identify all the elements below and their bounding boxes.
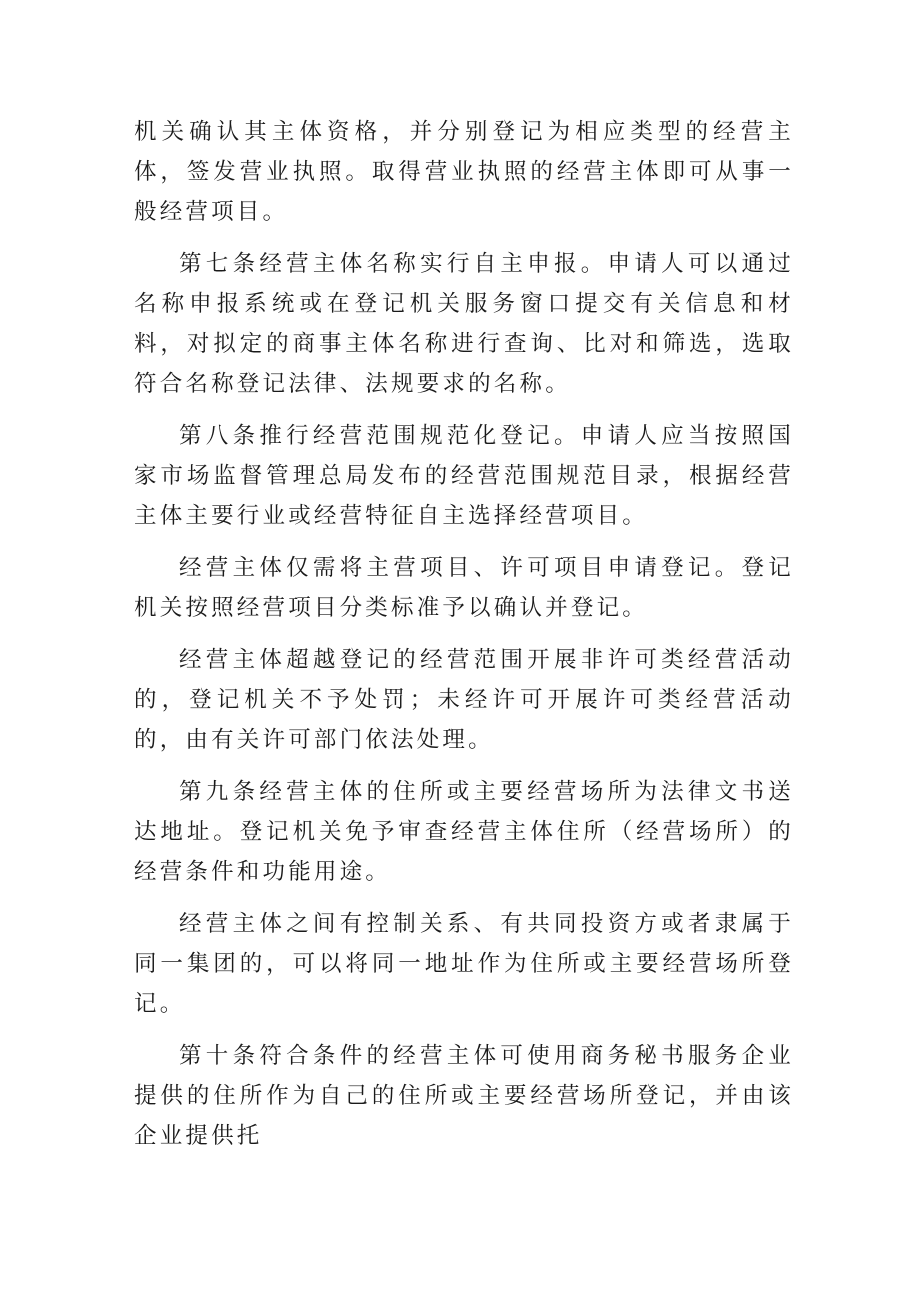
paragraph-article-10: 第十条符合条件的经营主体可使用商务秘书服务企业提供的住所作为自己的住所或主要经营场所登记，并由该企业提供托	[134, 1043, 794, 1149]
paragraph-article-8-registration: 经营主体仅需将主营项目、许可项目申请登记。登记机关按照经营项目分类标准予以确认并登记。	[134, 555, 794, 621]
paragraph-article-9: 第九条经营主体的住所或主要经营场所为法律文书送达地址。登记机关免予审查经营主体住所（经营场所）的经营条件和功能用途。	[134, 779, 794, 885]
document-body	[134, 112, 794, 1168]
paragraph-continuation: 机关确认其主体资格，并分别登记为相应类型的经营主体，签发营业执照。取得营业执照的经营主体即可从事一般经营项目。	[134, 119, 794, 225]
paragraph-article-8-penalty: 经营主体超越登记的经营范围开展非许可类经营活动的，登记机关不予处罚；未经许可开展许可类经营活动的，由有关许可部门依法处理。	[134, 647, 794, 753]
paragraph-article-7: 第七条经营主体名称实行自主申报。申请人可以通过名称申报系统或在登记机关服务窗口提交有关信息和材料，对拟定的商事主体名称进行查询、比对和筛选，选取符合名称登记法律、法规要求的名称。	[134, 251, 794, 397]
paragraph-article-8: 第八条推行经营范围规范化登记。申请人应当按照国家市场监督管理总局发布的经营范围规范目录，根据经营主体主要行业或经营特征自主选择经营项目。	[134, 423, 794, 529]
paragraph-article-9-shared-address: 经营主体之间有控制关系、有共同投资方或者隶属于同一集团的，可以将同一地址作为住所或主要经营场所登记。	[134, 911, 794, 1017]
